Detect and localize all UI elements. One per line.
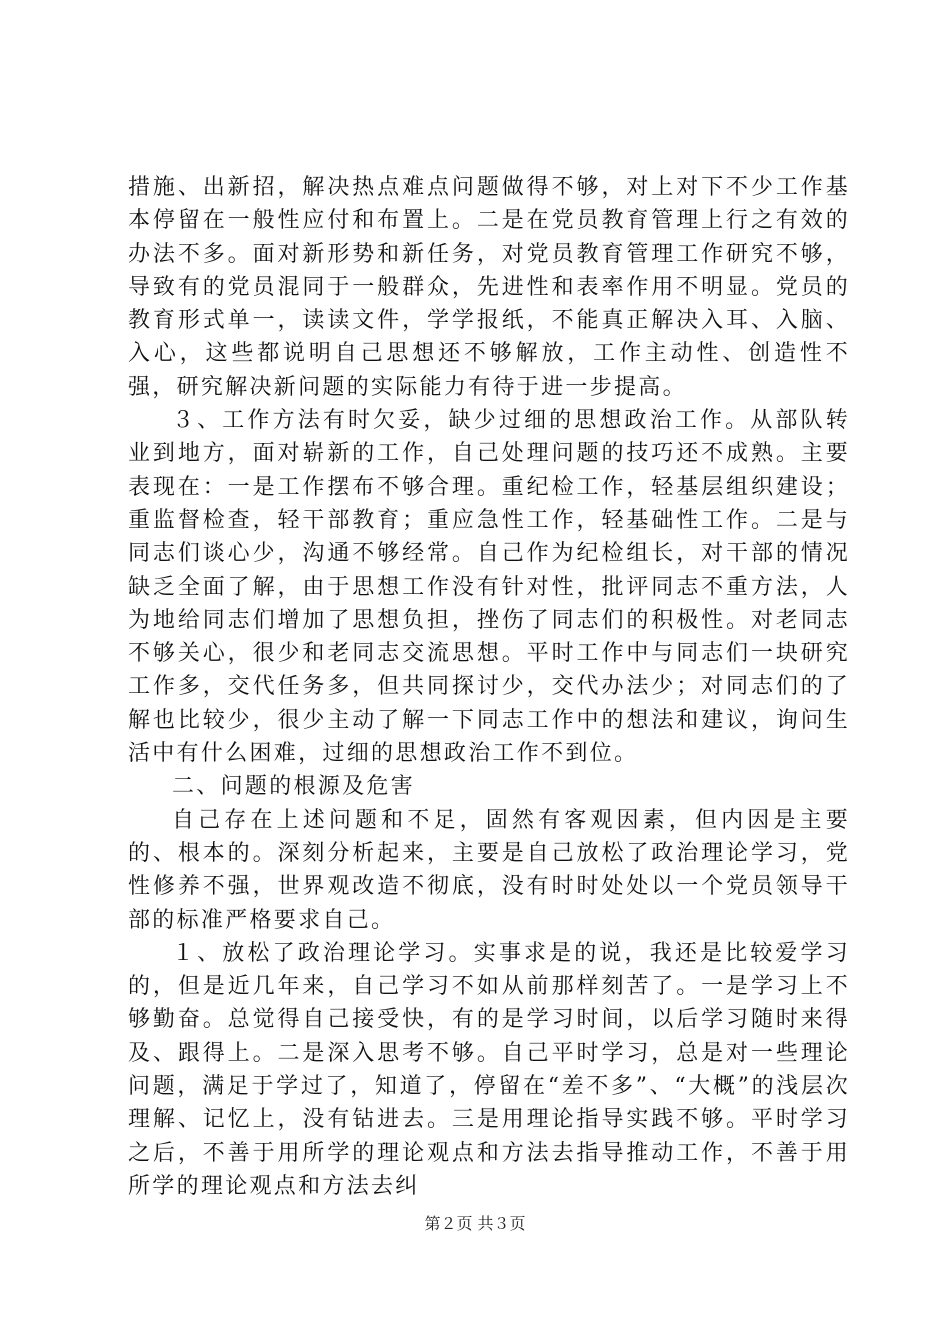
section-heading-root-causes: 二、问题的根源及危害 (172, 774, 416, 800)
document-body (128, 171, 850, 1203)
paragraph-theory-study: １、放松了政治理论学习。实事求是的说，我还是比较爱学习的，但是近几年来，自己学习不如从前那样刻苦了。一是学习上不够勤奋。总觉得自己接受快，有的是学习时间，以后学习随时来得及、跟得上。二是深入思考不够。自己平时学习，总是对一些理论问题，满足于学过了，知道了，停留在“差不多”、“大概”的浅层次理解、记忆上，没有钻进去。三是用理论指导实践不够。平时学习之后，不善于用所学的理论观点和方法去指导推动工作，不善于用所学的理论观点和方法去纠 (128, 940, 850, 1199)
page-number-footer: 第２页 共３页 (424, 1214, 526, 1233)
paragraph-work-methods: ３、工作方法有时欠妥，缺少过细的思想政治工作。从部队转业到地方，面对崭新的工作，自己处理问题的技巧还不成熟。主要表现在：一是工作摆布不够合理。重纪检工作，轻基层组织建设；重监督检查，轻干部教育；重应急性工作，轻基础性工作。二是与同志们谈心少，沟通不够经常。自己作为纪检组长，对干部的情况缺乏全面了解，由于思想工作没有针对性，批评同志不重方法，人为地给同志们增加了思想负担，挫伤了同志们的积极性。对老同志不够关心，很少和老同志交流思想。平时工作中与同志们一块研究工作多，交代任务多，但共同探讨少，交代办法少；对同志们的了解也比较少，很少主动了解一下同志工作中的想法和建议，询问生活中有什么困难，过细的思想政治工作不到位。 (128, 408, 850, 767)
paragraph-root-causes-intro: 自己存在上述问题和不足，固然有客观因素，但内因是主要的、根本的。深刻分析起来，主要是自己放松了政治理论学习，党性修养不强，世界观改造不彻底，没有时时处处以一个党员领导干部的标准严格要求自己。 (128, 807, 850, 933)
paragraph-continuation: 措施、出新招，解决热点难点问题做得不够，对上对下不少工作基本停留在一般性应付和布置上。二是在党员教育管理上行之有效的办法不多。面对新形势和新任务，对党员教育管理工作研究不够，导致有的党员混同于一般群众，先进性和表率作用不明显。党员的教育形式单一，读读文件，学学报纸，不能真正解决入耳、入脑、入心，这些都说明自己思想还不够解放，工作主动性、创造性不强，研究解决新问题的实际能力有待于进一步提高。 (128, 175, 850, 400)
